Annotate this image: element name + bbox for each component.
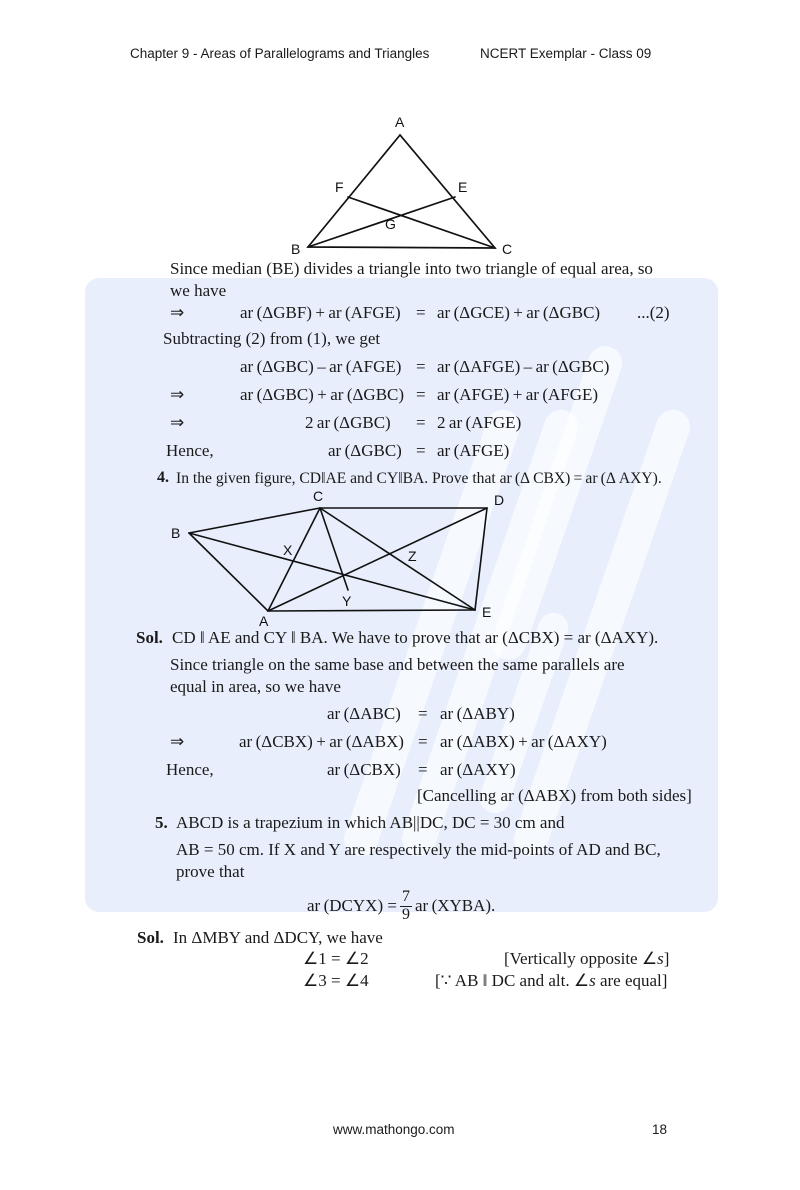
- equation-lhs: ar (ΔGBC): [328, 441, 402, 460]
- implies-arrow: ⇒: [170, 385, 185, 404]
- hence-label: Hence,: [166, 441, 214, 460]
- solution-label: Sol.: [136, 628, 163, 647]
- equation-lhs: ar (ΔGBC) – ar (AFGE): [240, 357, 402, 376]
- equals-sign: =: [418, 760, 428, 779]
- figure-quadrilateral-bcde: [165, 485, 510, 630]
- equation-rhs: ar (ΔAXY): [440, 760, 516, 779]
- equals-sign: =: [416, 303, 426, 322]
- sol-text-line: equal in area, so we have: [170, 677, 341, 696]
- equation-note: [Cancelling ar (ΔABX) from both sides]: [417, 786, 692, 805]
- figure2-label-E: E: [482, 604, 492, 620]
- implies-arrow: ⇒: [170, 303, 185, 322]
- question-5-text: AB = 50 cm. If X and Y are respectively the mid-points of AD and BC,: [176, 840, 661, 859]
- equation-tag: ...(2): [637, 303, 670, 322]
- equation-note: [Vertically opposite ∠s]: [504, 949, 670, 968]
- question-number-4: 4.: [157, 469, 169, 486]
- fraction-numerator: 7: [401, 888, 410, 905]
- angle-equation: ∠3 = ∠4: [303, 971, 369, 990]
- header-chapter-title: Chapter 9 - Areas of Parallelograms and Triangles: [130, 46, 430, 61]
- sol-text-line: CD ‖ AE and CY ‖ BA. We have to prove that ar (ΔCBX) = ar (ΔAXY).: [172, 628, 659, 647]
- equation-note: [∵ AB ‖ DC and alt. ∠s are equal]: [435, 971, 668, 990]
- fraction-seven-ninths: [400, 889, 412, 923]
- equation-rhs: 2 ar (AFGE): [437, 413, 522, 432]
- equals-sign: =: [416, 385, 426, 404]
- equation-rhs: ar (ΔABX) + ar (ΔAXY): [440, 732, 607, 751]
- figure2-label-Y: Y: [342, 593, 352, 609]
- figure1-label-B: B: [291, 241, 301, 257]
- equals-sign: =: [416, 441, 426, 460]
- equals-sign: =: [416, 357, 426, 376]
- header-book-title: NCERT Exemplar - Class 09: [480, 46, 652, 61]
- sol-text-line: Since median (BE) divides a triangle into two triangle of equal area, so: [170, 259, 653, 278]
- figure1-label-A: A: [395, 114, 405, 130]
- equation-rhs: ar (ΔGCE) + ar (ΔGBC): [437, 303, 601, 322]
- equals-sign: =: [416, 413, 426, 432]
- hence-label: Hence,: [166, 760, 214, 779]
- equation-rhs: ar (ΔABY): [440, 704, 515, 723]
- equation-rhs: ar (AFGE): [437, 441, 510, 460]
- figure1-label-F: F: [335, 179, 344, 195]
- question-4-text: In the given figure, CD‖AE and CY‖BA. Prove that ar (Δ CBX) = ar (Δ AXY).: [176, 470, 662, 487]
- equation-lhs: ar (ΔGBC) + ar (ΔGBC): [240, 385, 405, 404]
- question-number-5: 5.: [155, 813, 168, 832]
- equation-lhs: ar (DCYX) =: [307, 896, 397, 916]
- figure-triangle-abc: [280, 105, 530, 265]
- solution-label: Sol.: [137, 928, 164, 947]
- footer-page-number: 18: [652, 1122, 668, 1137]
- figure1-label-E: E: [458, 179, 468, 195]
- figure1-label-C: C: [502, 241, 513, 257]
- implies-arrow: ⇒: [170, 732, 185, 751]
- angle-equation: ∠1 = ∠2: [303, 949, 369, 968]
- figure2-label-C: C: [313, 488, 324, 504]
- figure2-label-B: B: [171, 525, 181, 541]
- figure2-label-Z: Z: [408, 548, 417, 564]
- equation-lhs: ar (ΔCBX): [327, 760, 401, 779]
- question-5-equation: [307, 890, 495, 924]
- fraction-denominator: 9: [401, 905, 410, 923]
- figure2-label-A: A: [259, 613, 269, 629]
- question-5-text: prove that: [176, 862, 245, 881]
- figure2-label-D: D: [494, 492, 505, 508]
- sol-text-line: In ΔMBY and ΔDCY, we have: [173, 928, 383, 947]
- equation-rhs: ar (AFGE) + ar (AFGE): [437, 385, 599, 404]
- equation-lhs: ar (ΔCBX) + ar (ΔABX): [239, 732, 404, 751]
- figure2-label-X: X: [283, 542, 293, 558]
- equals-sign: =: [418, 732, 428, 751]
- sol-text-line: we have: [170, 281, 227, 300]
- question-5-text: ABCD is a trapezium in which AB||DC, DC = 30 cm and: [176, 813, 565, 832]
- equation-rhs: ar (XYBA).: [414, 896, 496, 916]
- equation-lhs: ar (ΔGBF) + ar (AFGE): [240, 303, 401, 322]
- equation-lhs: ar (ΔABC): [327, 704, 401, 723]
- equals-sign: =: [418, 704, 428, 723]
- footer-website-url: www.mathongo.com: [333, 1122, 455, 1137]
- sol-text-line: Since triangle on the same base and between the same parallels are: [170, 655, 625, 674]
- equation-lhs: 2 ar (ΔGBC): [305, 413, 391, 432]
- implies-arrow: ⇒: [170, 413, 185, 432]
- figure1-label-G: G: [385, 216, 396, 232]
- sol-text-line: Subtracting (2) from (1), we get: [163, 329, 381, 348]
- equation-rhs: ar (ΔAFGE) – ar (ΔGBC): [437, 357, 610, 376]
